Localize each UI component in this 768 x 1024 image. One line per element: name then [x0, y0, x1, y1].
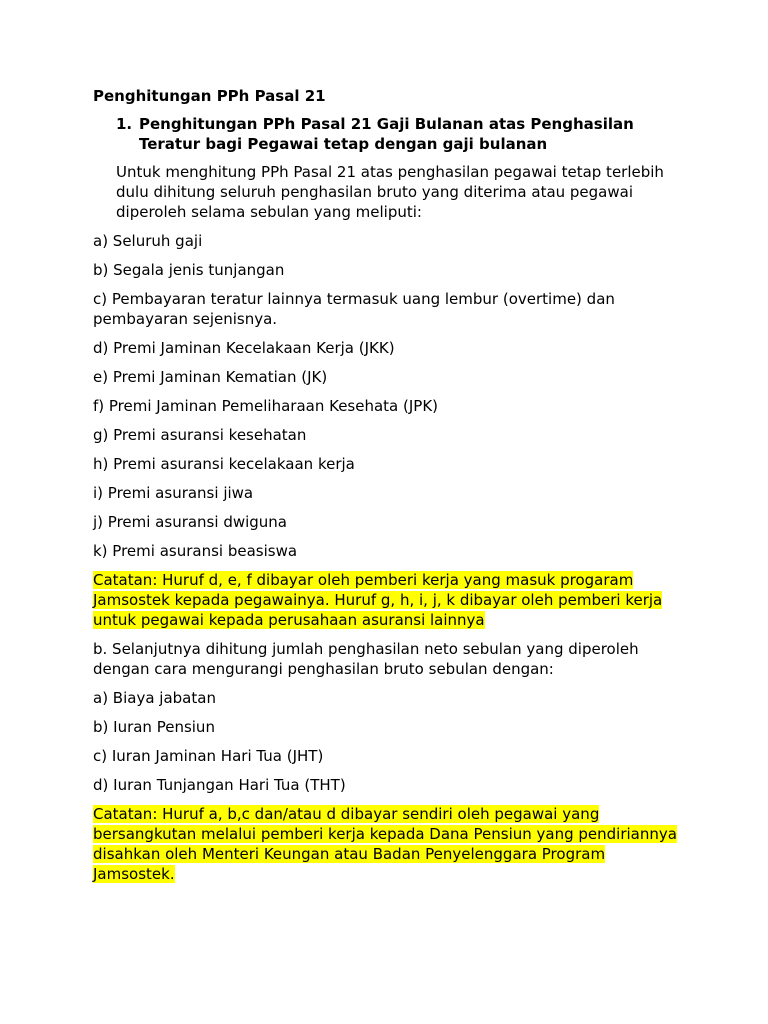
gross-item: j) Premi asuransi dwiguna [93, 513, 287, 531]
highlighted-note: Catatan: Huruf a, b,c dan/atau d dibayar sendiri oleh pegawai yang bersangkutan melalui pemberi kerja kepada Dana Pensiun yang pendiriannya disahkan oleh Menteri Keungan atau Badan Penyelenggara Program Jamsostek. [93, 805, 677, 883]
note-paragraph [93, 570, 683, 630]
note-paragraph [93, 804, 683, 884]
gross-item: d) Premi Jaminan Kecelakaan Kerja (JKK) [93, 339, 395, 357]
net-income-intro: b. Selanjutnya dihitung jumlah penghasilan neto sebulan yang diperoleh dengan cara mengurangi penghasilan bruto sebulan dengan: [93, 640, 639, 678]
gross-item: h) Premi asuransi kecelakaan kerja [93, 455, 355, 473]
gross-item: g) Premi asuransi kesehatan [93, 426, 307, 444]
gross-item: i) Premi asuransi jiwa [93, 484, 254, 502]
document-page [93, 86, 683, 893]
deduction-item: b) Iuran Pensiun [93, 718, 215, 736]
section-heading-text: Penghitungan PPh Pasal 21 Gaji Bulanan atas Penghasilan Teratur bagi Pegawai tetap dengan gaji bulanan [139, 115, 634, 153]
deduction-item: d) Iuran Tunjangan Hari Tua (THT) [93, 776, 346, 794]
gross-item: b) Segala jenis tunjangan [93, 261, 285, 279]
section-heading [116, 114, 683, 154]
deduction-item: a) Biaya jabatan [93, 689, 216, 707]
document-title: Penghitungan PPh Pasal 21 [93, 87, 326, 105]
section-intro: Untuk menghitung PPh Pasal 21 atas penghasilan pegawai tetap terlebih dulu dihitung seluruh penghasilan bruto yang diterima atau pegawai diperoleh selama sebulan yang meliputi: [116, 163, 664, 221]
gross-item: e) Premi Jaminan Kematian (JK) [93, 368, 328, 386]
highlighted-note: Catatan: Huruf d, e, f dibayar oleh pemberi kerja yang masuk progaram Jamsostek kepada pegawainya. Huruf g, h, i, j, k dibayar oleh pemberi kerja untuk pegawai kepada perusahaan asuransi lainnya [93, 571, 663, 629]
gross-item: k) Premi asuransi beasiswa [93, 542, 298, 560]
gross-item: f) Premi Jaminan Pemeliharaan Kesehata (JPK) [93, 397, 439, 415]
gross-item: c) Pembayaran teratur lainnya termasuk uang lembur (overtime) dan pembayaran sejenisnya. [93, 290, 615, 328]
gross-item: a) Seluruh gaji [93, 232, 203, 250]
deduction-item: c) Iuran Jaminan Hari Tua (JHT) [93, 747, 324, 765]
section-number: 1. [116, 115, 133, 133]
